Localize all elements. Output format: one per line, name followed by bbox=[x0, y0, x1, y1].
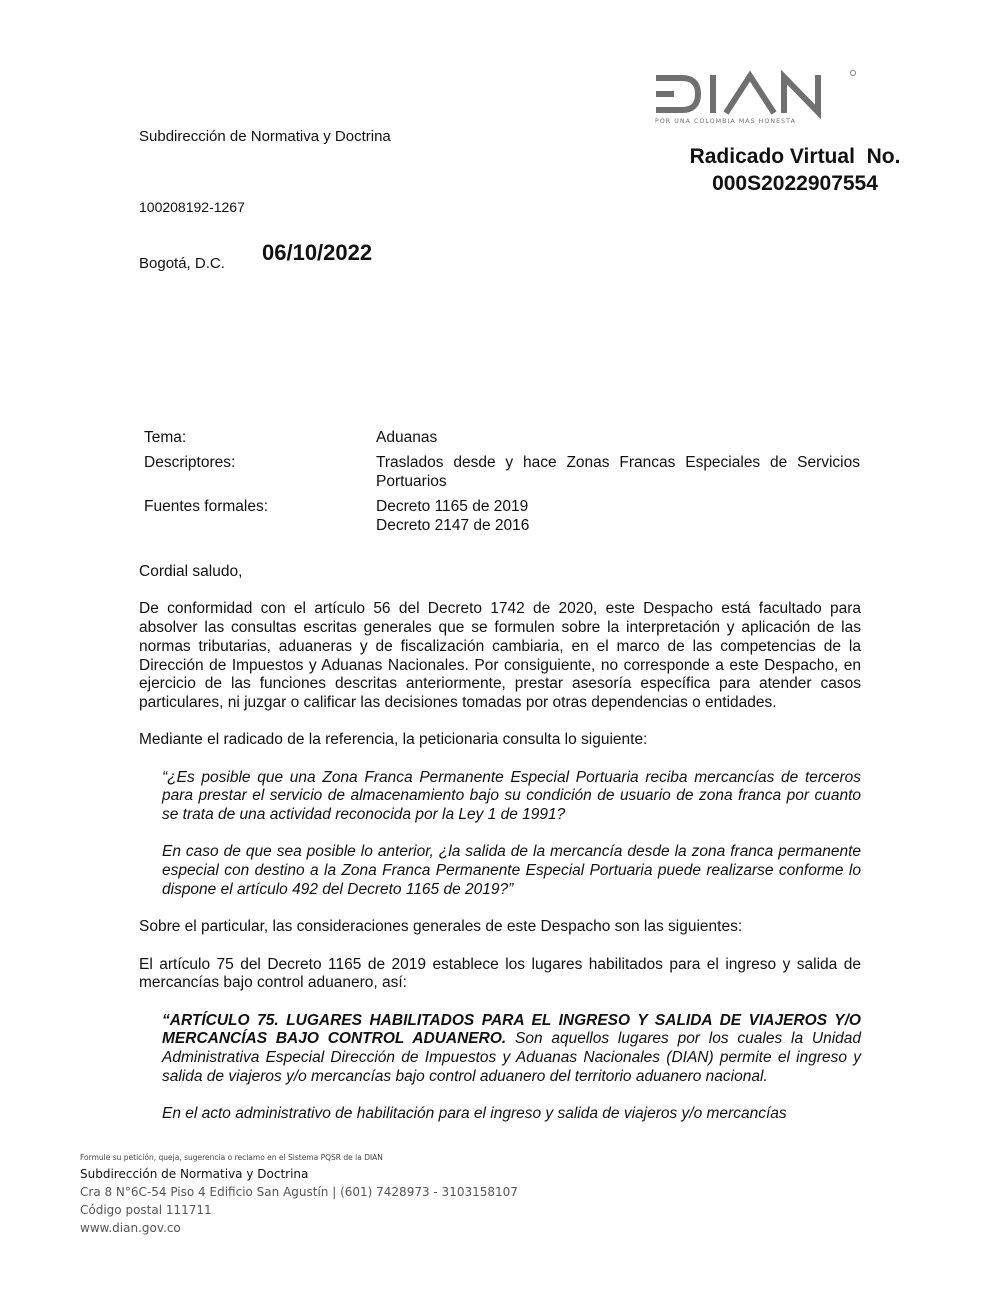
meta-row-tema bbox=[141, 425, 863, 450]
footer-website: www.dian.gov.co bbox=[80, 1221, 181, 1235]
article-75-continuation: En el acto administrativo de habilitación para el ingreso y salida de viajeros y/o mercancías bbox=[162, 1105, 787, 1123]
meta-row-descriptores bbox=[141, 450, 863, 494]
greeting: Cordial saludo, bbox=[139, 563, 243, 580]
meta-row-fuentes bbox=[141, 494, 863, 538]
tema-value: Aduanas bbox=[376, 429, 438, 446]
descriptores-label: Descriptores: bbox=[144, 454, 236, 471]
city: Bogotá, D.C. bbox=[139, 255, 225, 272]
article-75-text: Son aquellos lugares por los cuales la Unidad Administrativa Especial Dirección de Impuestos y Aduanas Nacionales (DIAN) permite el ingreso y salida de viajeros y/o mercancías bajo control aduanero del territorio aduanero nacional. bbox=[162, 1030, 861, 1085]
logo-tagline: POR UNA COLOMBIA MÁS HONESTA bbox=[655, 118, 796, 125]
letter-body bbox=[139, 563, 861, 1143]
paragraph-competence: De conformidad con el artículo 56 del Decreto 1742 de 2020, este Despacho está facultado para absolver las consultas escritas generales que se formulen sobre la interpretación y aplicación de las normas tributarias, aduaneras y de fiscalización cambiaria, en el marco de las competencias de la Dirección de Impuestos y Aduanas Nacionales. Por consiguiente, no corresponde a este Despacho, en ejercicio de las funciones descritas anteriormente, prestar asesoría específica para atender casos particulares, ni juzgar o calificar las decisiones tomadas por otras dependencias o entidades. bbox=[139, 600, 861, 711]
document-date: 06/10/2022 bbox=[262, 240, 373, 265]
footer-note: Formule su petición, queja, sugerencia o reclamo en el Sistema PQSR de la DIAN bbox=[80, 1153, 383, 1162]
fuente-2: Decreto 2147 de 2016 bbox=[376, 517, 530, 534]
paragraph-article-75: El artículo 75 del Decreto 1165 de 2019 establece los lugares habilitados para el ingreso y salida de mercancías bajo control aduanero, así: bbox=[139, 955, 861, 992]
fuentes-value bbox=[373, 494, 863, 538]
footer-address: Cra 8 N°6C-54 Piso 4 Edificio San Agustín | (601) 7428973 - 3103158107 bbox=[80, 1185, 518, 1199]
reference-number: 100208192-1267 bbox=[139, 199, 245, 215]
footer-postal: Código postal 111711 bbox=[80, 1203, 212, 1217]
radicado-number: 000S2022907554 bbox=[712, 172, 878, 195]
radicado-virtual bbox=[660, 143, 930, 197]
article-75-quote bbox=[162, 1012, 861, 1087]
paragraph-considerations: Sobre el particular, las consideraciones generales de este Despacho son las siguientes: bbox=[139, 918, 743, 936]
metadata-table bbox=[141, 425, 863, 538]
department-name: Subdirección de Normativa y Doctrina bbox=[139, 128, 391, 145]
quoted-question-1: “¿Es posible que una Zona Franca Permanente Especial Portuaria reciba mercancías de terceros para prestar el servicio de almacenamiento bajo su condición de usuario de zona franca por cuanto se trata de una actividad reconocida por la Ley 1 de 1991? bbox=[162, 768, 861, 824]
radicado-label: Radicado Virtual No. bbox=[689, 145, 901, 168]
page-footer bbox=[80, 1153, 518, 1237]
quoted-question-2: En caso de que sea posible lo anterior, ¿la salida de la mercancía desde la zona franca permanente especial con destino a la Zona Franca Permanente Especial Portuaria puede realizarse conforme lo dispone el artículo 492 del Decreto 1165 de 2019?” bbox=[162, 843, 861, 898]
dian-logo bbox=[652, 68, 857, 126]
fuentes-label: Fuentes formales: bbox=[144, 498, 269, 515]
descriptores-value: Traslados desde y hace Zonas Francas Especiales de Servicios Portuarios bbox=[376, 454, 860, 490]
article-75-heading: “ARTÍCULO 75. LUGARES HABILITADOS PARA EL INGRESO Y SALIDA DE VIAJEROS Y/O MERCANCÍAS BAJO CONTROL ADUANERO. bbox=[162, 1011, 861, 1048]
tema-label: Tema: bbox=[144, 429, 187, 446]
footer-department: Subdirección de Normativa y Doctrina bbox=[80, 1167, 309, 1181]
paragraph-consultation: Mediante el radicado de la referencia, la peticionaria consulta lo siguiente: bbox=[139, 731, 648, 749]
fuente-1: Decreto 1165 de 2019 bbox=[376, 498, 529, 515]
